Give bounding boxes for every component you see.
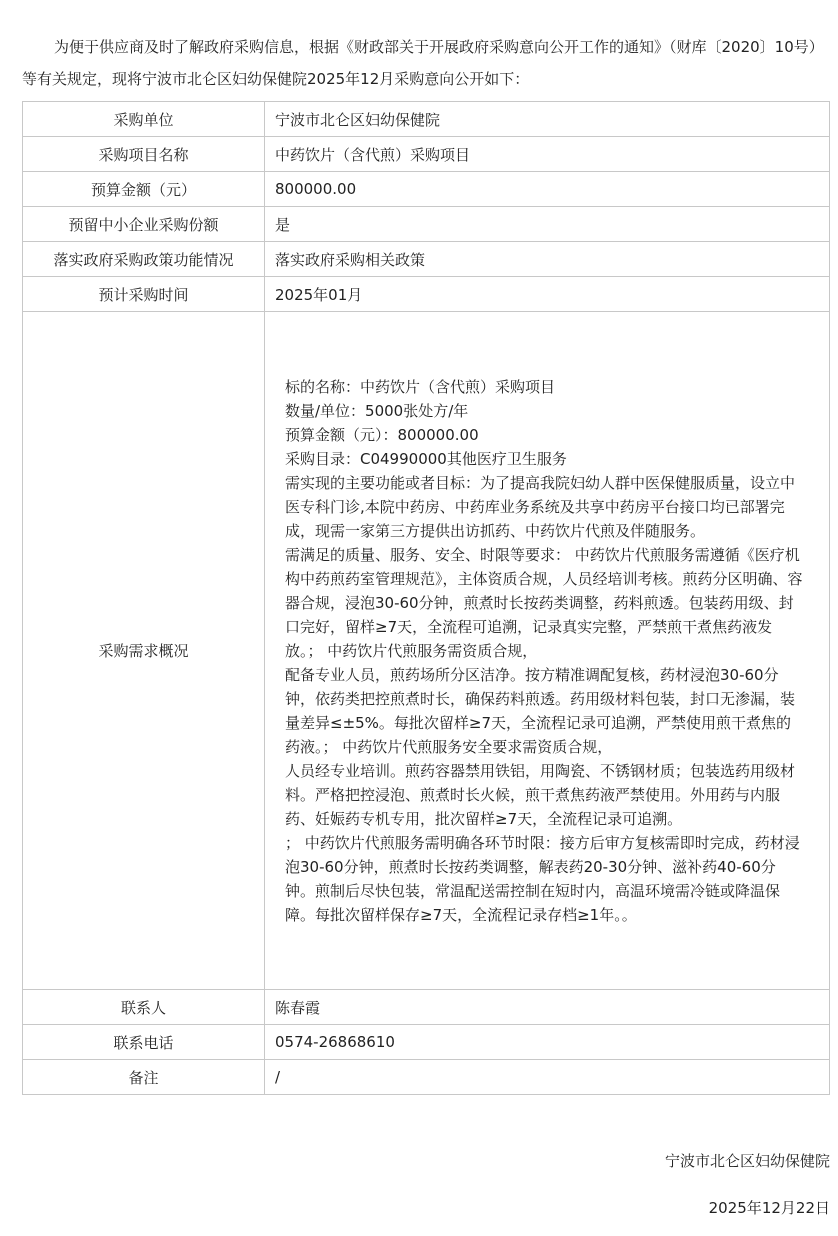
requirement-line: 需满足的质量、服务、安全、时限等要求： 中药饮片代煎服务需遵循《医疗机构中药煎药室管理规范》，主体资质合规，人员经培训考核。煎药分区明确、容器合规，浸泡30-60分钟，煎煮时长按药类调整，药料煎透。包装药用级、封口完好，留样≥7天，全流程可追溯，记录真实完整，严禁煎干煮焦药液发放。； 中药饮片代煎服务需资质合规， (285, 545, 803, 660)
row-value-requirement (265, 312, 830, 990)
row-label-sme-share: 预留中小企业采购份额 (23, 207, 265, 242)
procurement-table (22, 101, 830, 1095)
table-row (23, 1025, 830, 1060)
table-row (23, 312, 830, 990)
row-value-budget: 800000.00 (265, 172, 830, 207)
requirement-line: ； 中药饮片代煎服务需明确各环节时限：接方后审方复核需即时完成，药材浸泡30-60分钟，煎煮时长按药类调整，解表药20-30分钟、滋补药40-60分钟。煎制后尽快包装，常温配送需控制在短时内，高温环境需冷链或降温保障。每批次留样保存≥7天，全流程记录存档≥1年。。 (285, 833, 800, 924)
row-value-project-name: 中药饮片（含代煎）采购项目 (265, 137, 830, 172)
row-label-project-name: 采购项目名称 (23, 137, 265, 172)
row-label-time: 预计采购时间 (23, 277, 265, 312)
table-row (23, 1060, 830, 1095)
table-row (23, 172, 830, 207)
requirement-line: 配备专业人员，煎药场所分区洁净。按方精准调配复核，药材浸泡30-60分钟，依药类把控煎煮时长，确保药料煎透。药用级材料包装，封口无渗漏，装量差异≤±5%。每批次留样≥7天，全流程记录可追溯，严禁使用煎干煮焦的药液。； 中药饮片代煎服务安全要求需资质合规， (285, 665, 796, 756)
row-value-phone: 0574-26868610 (265, 1025, 830, 1060)
table-row (23, 102, 830, 137)
requirement-line: 标的名称：中药饮片（含代煎）采购项目 (285, 377, 556, 396)
row-label-requirement: 采购需求概况 (23, 312, 265, 990)
requirement-line: 预算金额（元）：800000.00 (285, 425, 479, 444)
requirement-line: 需实现的主要功能或者目标：为了提高我院妇幼人群中医保健服质量，设立中医专科门诊,本院中药房、中药库业务系统及共享中药房平台接口均已部署完成，现需一家第三方提供出访抓药、中药饮片代煎及伴随服务。 (285, 473, 796, 540)
requirement-line: 人员经专业培训。煎药容器禁用铁铝，用陶瓷、不锈钢材质；包装选药用级材料。严格把控浸泡、煎煮时长火候，煎干煮焦药液严禁使用。外用药与内服药、妊娠药专机专用，批次留样≥7天，全流程记录可追溯。 (285, 761, 796, 828)
row-value-contact: 陈春霞 (265, 990, 830, 1025)
row-label-remark: 备注 (23, 1060, 265, 1095)
row-label-budget: 预算金额（元） (23, 172, 265, 207)
row-label-phone: 联系电话 (23, 1025, 265, 1060)
row-value-sme-share: 是 (265, 207, 830, 242)
table-row (23, 207, 830, 242)
row-value-remark: / (265, 1060, 830, 1095)
requirement-line: 采购目录：C04990000其他医疗卫生服务 (285, 449, 567, 468)
table-row (23, 137, 830, 172)
row-label-unit: 采购单位 (23, 102, 265, 137)
row-value-unit: 宁波市北仑区妇幼保健院 (265, 102, 830, 137)
signature-organization: 宁波市北仑区妇幼保健院 (664, 1152, 830, 1170)
table-row (23, 277, 830, 312)
row-value-time: 2025年01月 (265, 277, 830, 312)
row-value-policy: 落实政府采购相关政策 (265, 242, 830, 277)
row-label-policy: 落实政府采购政策功能情况 (23, 242, 265, 277)
row-label-contact: 联系人 (23, 990, 265, 1025)
intro-paragraph: 为便于供应商及时了解政府采购信息，根据《财政部关于开展政府采购意向公开工作的通知》（财库〔2020〕10号）等有关规定，现将宁波市北仑区妇幼保健院2025年12月采购意向公开如下： (22, 38, 824, 88)
requirement-line: 数量/单位：5000张处方/年 (285, 401, 469, 420)
table-row (23, 242, 830, 277)
signature-date: 2025年12月22日 (708, 1199, 830, 1217)
table-row (23, 990, 830, 1025)
